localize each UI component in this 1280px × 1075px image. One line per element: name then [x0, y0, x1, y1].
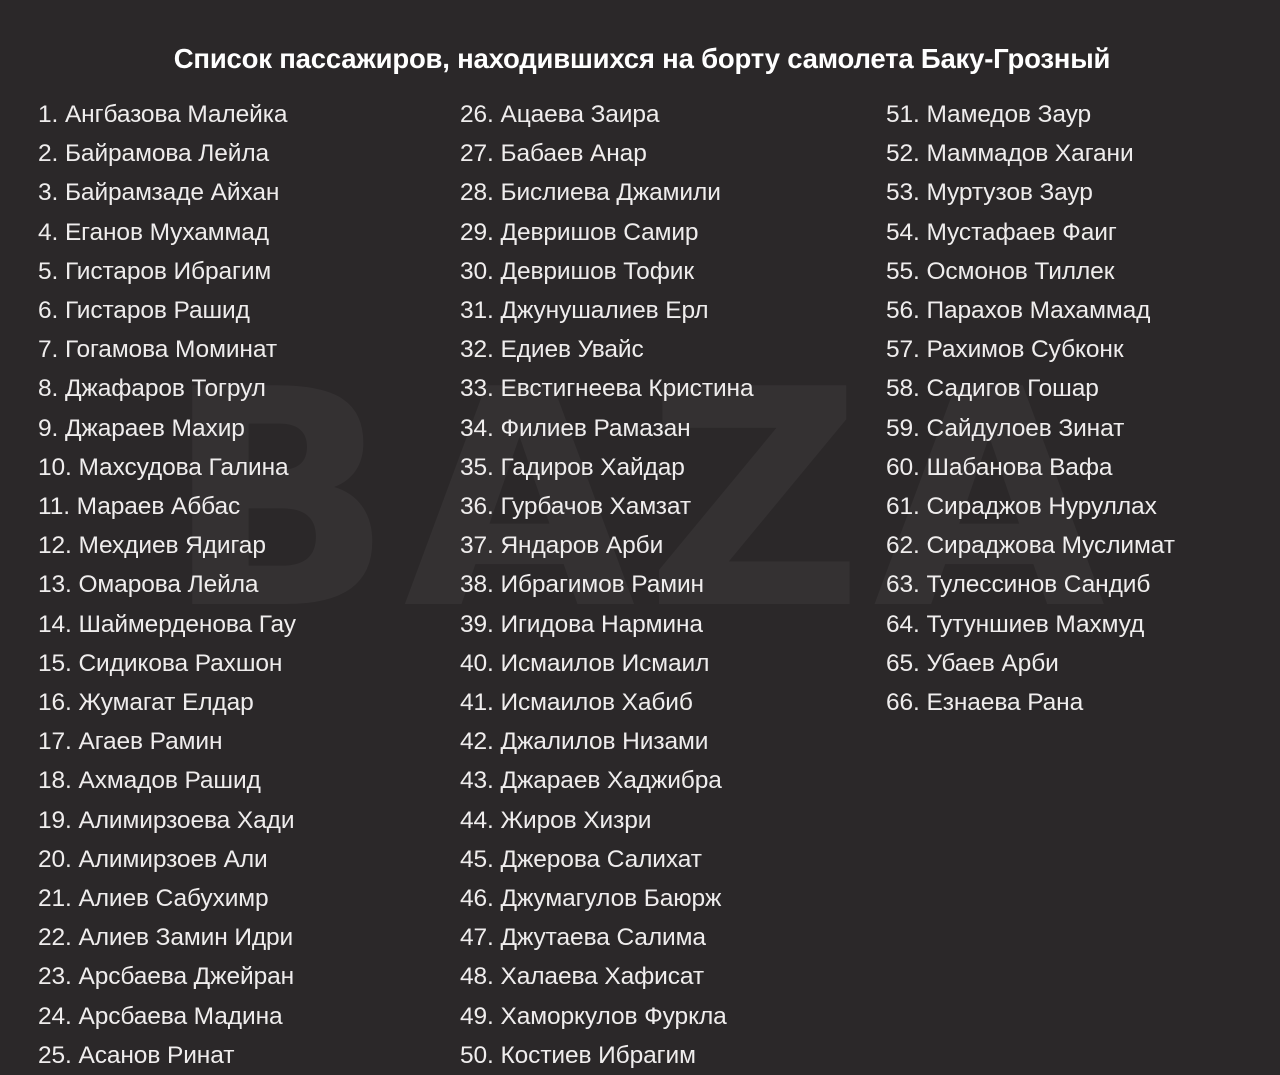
list-item: 21. Алиев Сабухимр	[38, 885, 269, 913]
list-item: 59. Сайдулоев Зинат	[886, 414, 1125, 442]
list-item: 6. Гистаров Рашид	[38, 297, 250, 325]
list-item: 47. Джутаева Салима	[460, 924, 706, 952]
list-item: 8. Джафаров Тогрул	[38, 375, 266, 403]
list-item: 60. Шабанова Вафа	[886, 453, 1113, 481]
list-item: 4. Еганов Мухаммад	[38, 218, 269, 246]
passenger-column-3	[872, 95, 1280, 722]
list-item: 9. Джараев Махир	[38, 414, 245, 442]
list-item: 5. Гистаров Ибрагим	[38, 257, 272, 285]
list-item: 15. Сидикова Рахшон	[38, 649, 283, 677]
list-item: 29. Девришов Самир	[460, 218, 699, 246]
list-item: 18. Ахмадов Рашид	[38, 767, 261, 795]
list-item: 48. Халаева Хафисат	[460, 963, 705, 991]
list-item: 64. Тутуншиев Махмуд	[886, 610, 1145, 638]
list-item: 14. Шаймерденова Гау	[38, 610, 296, 638]
list-item: 55. Осмонов Тиллек	[886, 257, 1115, 285]
list-item: 66. Езнаева Рана	[886, 689, 1084, 717]
list-item: 43. Джараев Хаджибра	[460, 767, 722, 795]
list-item: 56. Парахов Махаммад	[886, 297, 1151, 325]
list-item: 62. Сираджова Муслимат	[886, 532, 1175, 560]
list-item: 31. Джунушалиев Ерл	[460, 297, 709, 325]
list-item: 54. Мустафаев Фаиг	[886, 218, 1117, 246]
list-item: 53. Муртузов Заур	[886, 179, 1093, 207]
list-item: 32. Едиев Увайс	[460, 336, 644, 364]
list-item: 19. Алимирзоева Хади	[38, 806, 295, 834]
list-item: 16. Жумагат Елдар	[38, 689, 254, 717]
list-item: 41. Исмаилов Хабиб	[460, 689, 693, 717]
list-item: 40. Исмаилов Исмаил	[460, 649, 710, 677]
passenger-column-2	[450, 95, 872, 1075]
list-item: 45. Джерова Салихат	[460, 845, 702, 873]
list-item: 57. Рахимов Субконк	[886, 336, 1124, 364]
list-item: 20. Алимирзоев Али	[38, 845, 268, 873]
list-item: 39. Игидова Нармина	[460, 610, 703, 638]
list-item: 65. Убаев Арби	[886, 649, 1059, 677]
list-item: 42. Джалилов Низами	[460, 728, 709, 756]
list-item: 30. Девришов Тофик	[460, 257, 694, 285]
list-item: 58. Садигов Гошар	[886, 375, 1099, 403]
list-item: 36. Гурбачов Хамзат	[460, 493, 692, 521]
list-item: 28. Бислиева Джамили	[460, 179, 721, 207]
list-item: 34. Филиев Рамазан	[460, 414, 691, 442]
list-item: 63. Тулессинов Сандиб	[886, 571, 1151, 599]
list-item: 50. Костиев Ибрагим	[460, 1041, 696, 1069]
list-item: 17. Агаев Рамин	[38, 728, 223, 756]
list-item: 27. Бабаев Анар	[460, 140, 647, 168]
list-item: 1. Ангбазова Малейка	[38, 101, 288, 128]
list-columns	[38, 95, 1246, 1075]
passenger-column-1	[38, 95, 450, 1075]
page-title: Список пассажиров, находившихся на борту самолета Баку-Грозный	[173, 43, 1111, 74]
list-item: 61. Сираджов Нуруллах	[886, 493, 1157, 521]
list-item: 7. Гогамова Моминат	[38, 336, 277, 364]
list-item: 22. Алиев Замин Идри	[38, 924, 294, 952]
list-item: 25. Асанов Ринат	[38, 1041, 235, 1069]
list-item: 12. Мехдиев Ядигар	[38, 532, 266, 560]
list-item: 33. Евстигнеева Кристина	[460, 375, 754, 403]
list-item: 2. Байрамова Лейла	[38, 140, 270, 168]
list-item: 23. Арсбаева Джейран	[38, 963, 295, 991]
list-item: 11. Мараев Аббас	[38, 493, 241, 521]
list-item: 51. Мамедов Заур	[886, 101, 1091, 128]
list-item: 35. Гадиров Хайдар	[460, 453, 685, 481]
list-item: 24. Арсбаева Мадина	[38, 1002, 283, 1030]
list-item: 26. Ацаева Заира	[460, 101, 660, 128]
list-item: 10. Махсудова Галина	[38, 453, 289, 481]
list-item: 44. Жиров Хизри	[460, 806, 652, 834]
list-item: 49. Хаморкулов Фуркла	[460, 1002, 727, 1030]
list-item: 37. Яндаров Арби	[460, 532, 664, 560]
list-item: 46. Джумагулов Баюрж	[460, 885, 722, 913]
list-item: 52. Маммадов Хагани	[886, 140, 1134, 168]
list-item: 38. Ибрагимов Рамин	[460, 571, 704, 599]
list-item: 3. Байрамзаде Айхан	[38, 179, 280, 207]
list-item: 13. Омарова Лейла	[38, 571, 259, 599]
